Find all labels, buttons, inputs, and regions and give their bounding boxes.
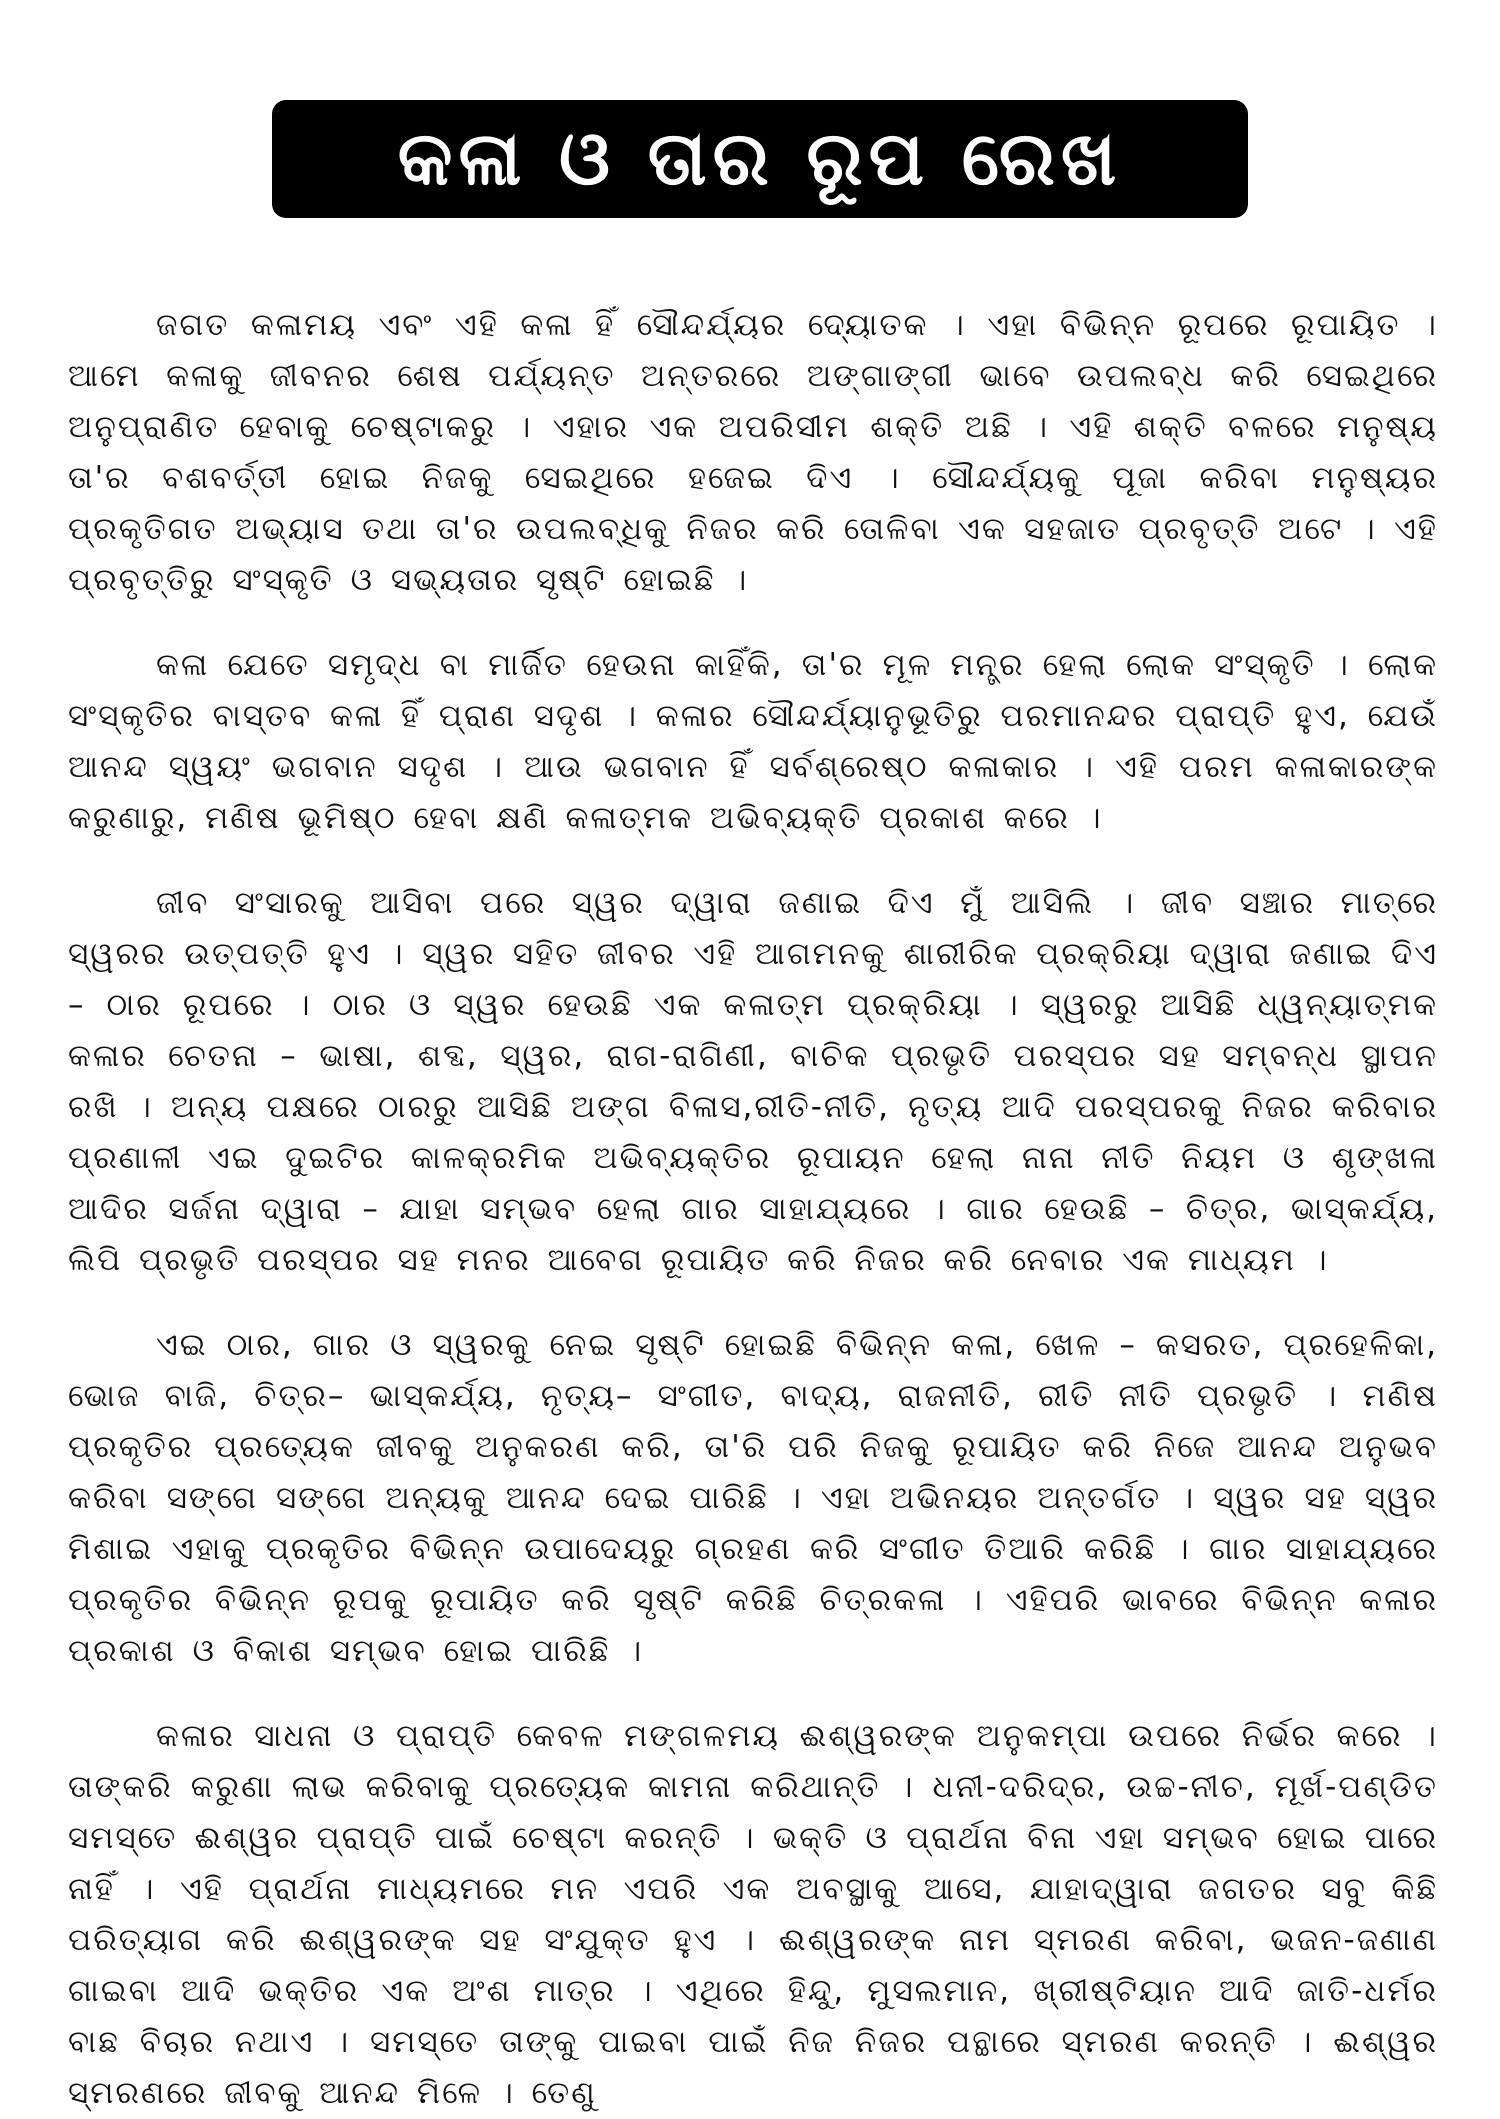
page-title: କଳା ଓ ତାର ରୂପ ରେଖ: [397, 116, 1123, 202]
paragraph-5: କଳାର ସାଧନା ଓ ପ୍ରାପ୍ତି କେବଳ ମଙ୍ଗଳମୟ ଈଶ୍ୱରଙ୍କ ଅନୁକମ୍ପା ଉପରେ ନିର୍ଭର କରେ । ତାଙ୍କରି କରୁଣା ଲାଭ କରିବାକୁ ପ୍ରତ୍ୟେକ କାମନା କରିଥାନ୍ତି । ଧନୀ-ଦରିଦ୍ର, ଉଚ୍ଚ-ନୀଚ, ମୂର୍ଖ-ପଣ୍ଡିତ ସମସ୍ତେ ଈଶ୍ୱର ପ୍ରାପ୍ତି ପାଇଁ ଚେଷ୍ଟା କରନ୍ତି । ଭକ୍ତି ଓ ପ୍ରାର୍ଥନା ବିନା ଏହା ସମ୍ଭବ ହୋଇ ପାରେ ନାହିଁ । ଏହି ପ୍ରାର୍ଥନା ମାଧ୍ୟମରେ ମନ ଏପରି ଏକ ଅବସ୍ଥାକୁ ଆସେ, ଯାହାଦ୍ୱାରା ଜଗତର ସବୁ କିଛି ପରିତ୍ୟାଗ କରି ଈଶ୍ୱରଙ୍କ ସହ ସଂଯୁକ୍ତ ହୁଏ । ଈଶ୍ୱରଙ୍କ ନାମ ସ୍ମରଣ କରିବା, ଭଜନ-ଜଣାଣ ଗାଇବା ଆଦି ଭକ୍ତିର ଏକ ଅଂଶ ମାତ୍ର । ଏଥିରେ ହିନ୍ଦୁ, ମୁସଲମାନ, ଖ୍ରୀଷ୍ଟିୟାନ ଆଦି ଜାତି-ଧର୍ମର ବାଛ ବିଚାର ନଥାଏ । ସମସ୍ତେ ତାଙ୍କୁ ପାଇବା ପାଇଁ ନିଜ ନିଜର ପନ୍ଥାରେ ସ୍ମରଣ କରନ୍ତି । ଈଶ୍ୱର ସ୍ମରଣରେ ଜୀବକୁ ଆନନ୍ଦ ମିଳେ । ତେଣୁ: [68, 1718, 1438, 2111]
paragraph-1: ଜଗତ କଳାମୟ ଏବଂ ଏହି କଳା ହିଁ ସୌନ୍ଦର୍ଯ୍ୟର ଦ୍ୟୋତକ । ଏହା ବିଭିନ୍ନ ରୂପରେ ରୂପାୟିତ । ଆମେ କଳାକୁ ଜୀବନର ଶେଷ ପର୍ଯ୍ୟନ୍ତ ଅନ୍ତରରେ ଅଙ୍ଗାଙ୍ଗୀ ଭାବେ ଉପଲବ୍ଧ କରି ସେଇଥିରେ ଅନୁପ୍ରାଣିତ ହେବାକୁ ଚେଷ୍ଟାକରୁ । ଏହାର ଏକ ଅପରିସୀମ ଶକ୍ତି ଅଛି । ଏହି ଶକ୍ତି ବଳରେ ମନୁଷ୍ୟ ତା'ର ବଶବର୍ତ୍ତୀ ହୋଇ ନିଜକୁ ସେଇଥିରେ ହଜେଇ ଦିଏ । ସୌନ୍ଦର୍ଯ୍ୟକୁ ପୂଜା କରିବା ମନୁଷ୍ୟର ପ୍ରକୃତିଗତ ଅଭ୍ୟାସ ତଥା ତା'ର ଉପଲବ୍ଧିକୁ ନିଜର କରି ତୋଳିବା ଏକ ସହଜାତ ପ୍ରବୃତ୍ତି ଅଟେ । ଏହି ପ୍ରବୃତ୍ତିରୁ ସଂସ୍କୃତି ଓ ସଭ୍ୟତାର ସୃଷ୍ଟି ହୋଇଛି ।: [68, 307, 1438, 598]
paragraph-2: କଳା ଯେତେ ସମୃଦ୍ଧ ବା ମାର୍ଜିତ ହେଉନା କାହିଁକି, ତା'ର ମୂଳ ମନ୍ତ୍ର ହେଲା ଲୋକ ସଂସ୍କୃତି । ଲୋକ ସଂସ୍କୃତିର ବାସ୍ତବ କଳା ହିଁ ପ୍ରାଣ ସଦୃଶ । କଳାର ସୌନ୍ଦର୍ଯ୍ୟାନୁଭୂତିରୁ ପରମାନନ୍ଦର ପ୍ରାପ୍ତି ହୁଏ, ଯେଉଁ ଆନନ୍ଦ ସ୍ୱୟଂ ଭଗବାନ ସଦୃଶ । ଆଉ ଭଗବାନ ହିଁ ସର୍ବଶ୍ରେଷ୍ଠ କଳାକାର । ଏହି ପରମ କଳାକାରଙ୍କ କରୁଣାରୁ, ମଣିଷ ଭୂମିଷ୍ଠ ହେବା କ୍ଷଣି କଳାତ୍ମକ ଅଭିବ୍ୟକ୍ତି ପ୍ରକାଶ କରେ ।: [68, 647, 1438, 836]
paragraph-3: ଜୀବ ସଂସାରକୁ ଆସିବା ପରେ ସ୍ୱର ଦ୍ୱାରା ଜଣାଇ ଦିଏ ମୁଁ ଆସିଲି । ଜୀବ ସଞ୍ଚାର ମାତ୍ରେ ସ୍ୱରର ଉତ୍ପତ୍ତି ହୁଏ । ସ୍ୱର ସହିତ ଜୀବର ଏହି ଆଗମନକୁ ଶାରୀରିକ ପ୍ରକ୍ରିୟା ଦ୍ୱାରା ଜଣାଇ ଦିଏ – ଠାର ରୂପରେ । ଠାର ଓ ସ୍ୱର ହେଉଛି ଏକ କଳାତ୍ମ ପ୍ରକ୍ରିୟା । ସ୍ୱରରୁ ଆସିଛି ଧ୍ୱନ୍ୟାତ୍ମକ କଳାର ଚେତନା – ଭାଷା, ଶବ୍ଦ, ସ୍ୱର, ରାଗ-ରାଗିଣୀ, ବାଚିକ ପ୍ରଭୃତି ପରସ୍ପର ସହ ସମ୍ବନ୍ଧ ସ୍ଥାପନ ରଖି । ଅନ୍ୟ ପକ୍ଷରେ ଠାରରୁ ଆସିଛି ଅଙ୍ଗ ବିଳାସ,ରୀତି-ନୀତି, ନୃତ୍ୟ ଆଦି ପରସ୍ପରକୁ ନିଜର କରିବାର ପ୍ରଣାଳୀ ଏଇ ଦୁଇଟିର କାଳକ୍ରମିକ ଅଭିବ୍ୟକ୍ତିର ରୂପାୟନ ହେଲା ନାନା ନୀତି ନିୟମ ଓ ଶୃଙ୍ଖଳା ଆଦିର ସର୍ଜନା ଦ୍ୱାରା – ଯାହା ସମ୍ଭବ ହେଲା ଗାର ସାହାଯ୍ୟରେ । ଗାର ହେଉଛି – ଚିତ୍ର, ଭାସ୍କର୍ଯ୍ୟ, ଲିପି ପ୍ରଭୃତି ପରସ୍ପର ସହ ମନର ଆବେଗ ରୂପାୟିତ କରି ନିଜର କରି ନେବାର ଏକ ମାଧ୍ୟମ ।: [68, 885, 1438, 1278]
paragraph-4: ଏଇ ଠାର, ଗାର ଓ ସ୍ୱରକୁ ନେଇ ସୃଷ୍ଟି ହୋଇଛି ବିଭିନ୍ନ କଳା, ଖେଳ – କସରତ, ପ୍ରହେଳିକା, ଭୋଜ ବାଜି, ଚିତ୍ର– ଭାସ୍କର୍ଯ୍ୟ, ନୃତ୍ୟ– ସଂଗୀତ, ବାଦ୍ୟ, ରାଜନୀତି, ରୀତି ନୀତି ପ୍ରଭୃତି । ମଣିଷ ପ୍ରକୃତିର ପ୍ରତ୍ୟେକ ଜୀବକୁ ଅନୁକରଣ କରି, ତା'ରି ପରି ନିଜକୁ ରୂପାୟିତ କରି ନିଜେ ଆନନ୍ଦ ଅନୁଭବ କରିବା ସଙ୍ଗେ ସଙ୍ଗେ ଅନ୍ୟକୁ ଆନନ୍ଦ ଦେଇ ପାରିଛି । ଏହା ଅଭିନୟର ଅନ୍ତର୍ଗତ । ସ୍ୱର ସହ ସ୍ୱର ମିଶାଇ ଏହାକୁ ପ୍ରକୃତିର ବିଭିନ୍ନ ଉପାଦେୟରୁ ଗ୍ରହଣ କରି ସଂଗୀତ ତିଆରି କରିଛି । ଗାର ସାହାଯ୍ୟରେ ପ୍ରକୃତିର ବିଭିନ୍ନ ରୂପକୁ ରୂପାୟିତ କରି ସୃଷ୍ଟି କରିଛି ଚିତ୍ରକଳା । ଏହିପରି ଭାବରେ ବିଭିନ୍ନ କଳାର ପ୍ରକାଶ ଓ ବିକାଶ ସମ୍ଭବ ହୋଇ ପାରିଛି ।: [68, 1327, 1438, 1669]
title-banner: [272, 100, 1248, 218]
article-body: [68, 300, 1438, 2119]
